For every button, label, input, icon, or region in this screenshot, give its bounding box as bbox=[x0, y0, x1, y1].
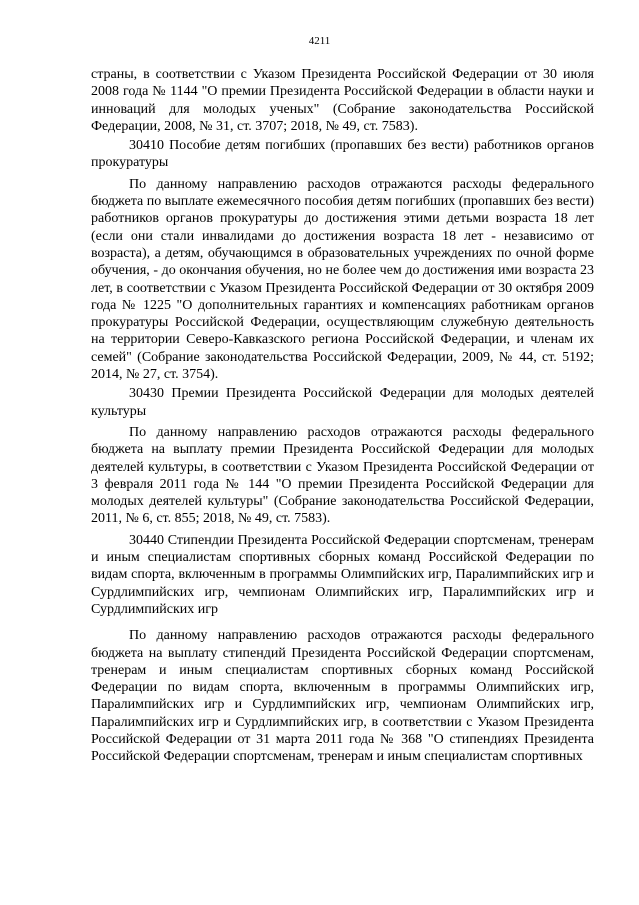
section-body-30440: По данному направлению расходов отражаются расходы федерального бюджета на выплату стипендий Президента Российской Федерации спортсменам, тренерам и иным специалистам спортивных сборных команд Российской Федерации по видам спорта, включенным в программы Олимпийских игр, Паралимпийских игр и Сурдлимпийских игр, чемпионам Олимпийских игр, Паралимпийских игр и Сурдлимпийских игр, в соответствии с Указом Президента Российской Федерации от 31 марта 2011 года № 368 "О стипендиях Президента Российской Федерации спортсменам, тренерам и иным специалистам спортивных bbox=[91, 628, 594, 765]
section-heading-30430: 30430 Премии Президента Российской Федерации для молодых деятелей культуры bbox=[91, 386, 594, 419]
section-heading-30440: 30440 Стипендии Президента Российской Федерации спортсменам, тренерам и иным специалистам спортивных сборных команд Российской Федерации по видам спорта, включенным в программы Олимпийских игр, Паралимпийских игр и Сурдлимпийских игр, чемпионам Олимпийских игр, Паралимпийских игр и Сурдлимпийских игр bbox=[91, 532, 594, 617]
section-heading-30410: 30410 Пособие детям погибших (пропавших без вести) работников органов прокуратуры bbox=[91, 138, 594, 171]
document-body bbox=[91, 66, 594, 766]
paragraph-continuation: страны, в соответствии с Указом Президента Российской Федерации от 30 июля 2008 года № 1144 "О премии Президента Российской Федерации в области науки и инноваций для молодых ученых" (Собрание законодательства Российской Федерации, 2008, № 31, ст. 3707; 2018, № 49, ст. 7583). bbox=[91, 67, 594, 134]
section-body-30410: По данному направлению расходов отражаются расходы федерального бюджета по выплате ежемесячного пособия детям погибших (пропавших без вести) работников органов прокуратуры до достижения этими детьми возраста 18 лет (если они стали инвалидами до достижения возраста 18 лет - независимо от возраста), а детям, обучающимся в образовательных учреждениях по очной форме обучения, - до окончания обучения, но не более чем до достижения ими возраста 23 лет, в соответствии с Указом Президента Российской Федерации от 30 октября 2009 года № 1225 "О дополнительных гарантиях и компенсациях работникам органов прокуратуры Российской Федерации, осуществляющим служебную деятельность на территории Северо-Кавказского региона Российской Федерации, и членам их семей" (Собрание законодательства Российской Федерации, 2009, № 44, ст. 5192; 2014, № 27, ст. 3754). bbox=[91, 176, 594, 383]
page-number: 4211 bbox=[308, 35, 331, 47]
section-body-30430: По данному направлению расходов отражаются расходы федерального бюджета на выплату премии Президента Российской Федерации для молодых деятелей культуры, в соответствии с Указом Президента Российской Федерации от 3 февраля 2011 года № 144 "О премии Президента Российской Федерации для молодых деятелей культуры" (Собрание законодательства Российской Федерации, 2011, № 6, ст. 855; 2018, № 49, ст. 7583). bbox=[91, 424, 594, 527]
